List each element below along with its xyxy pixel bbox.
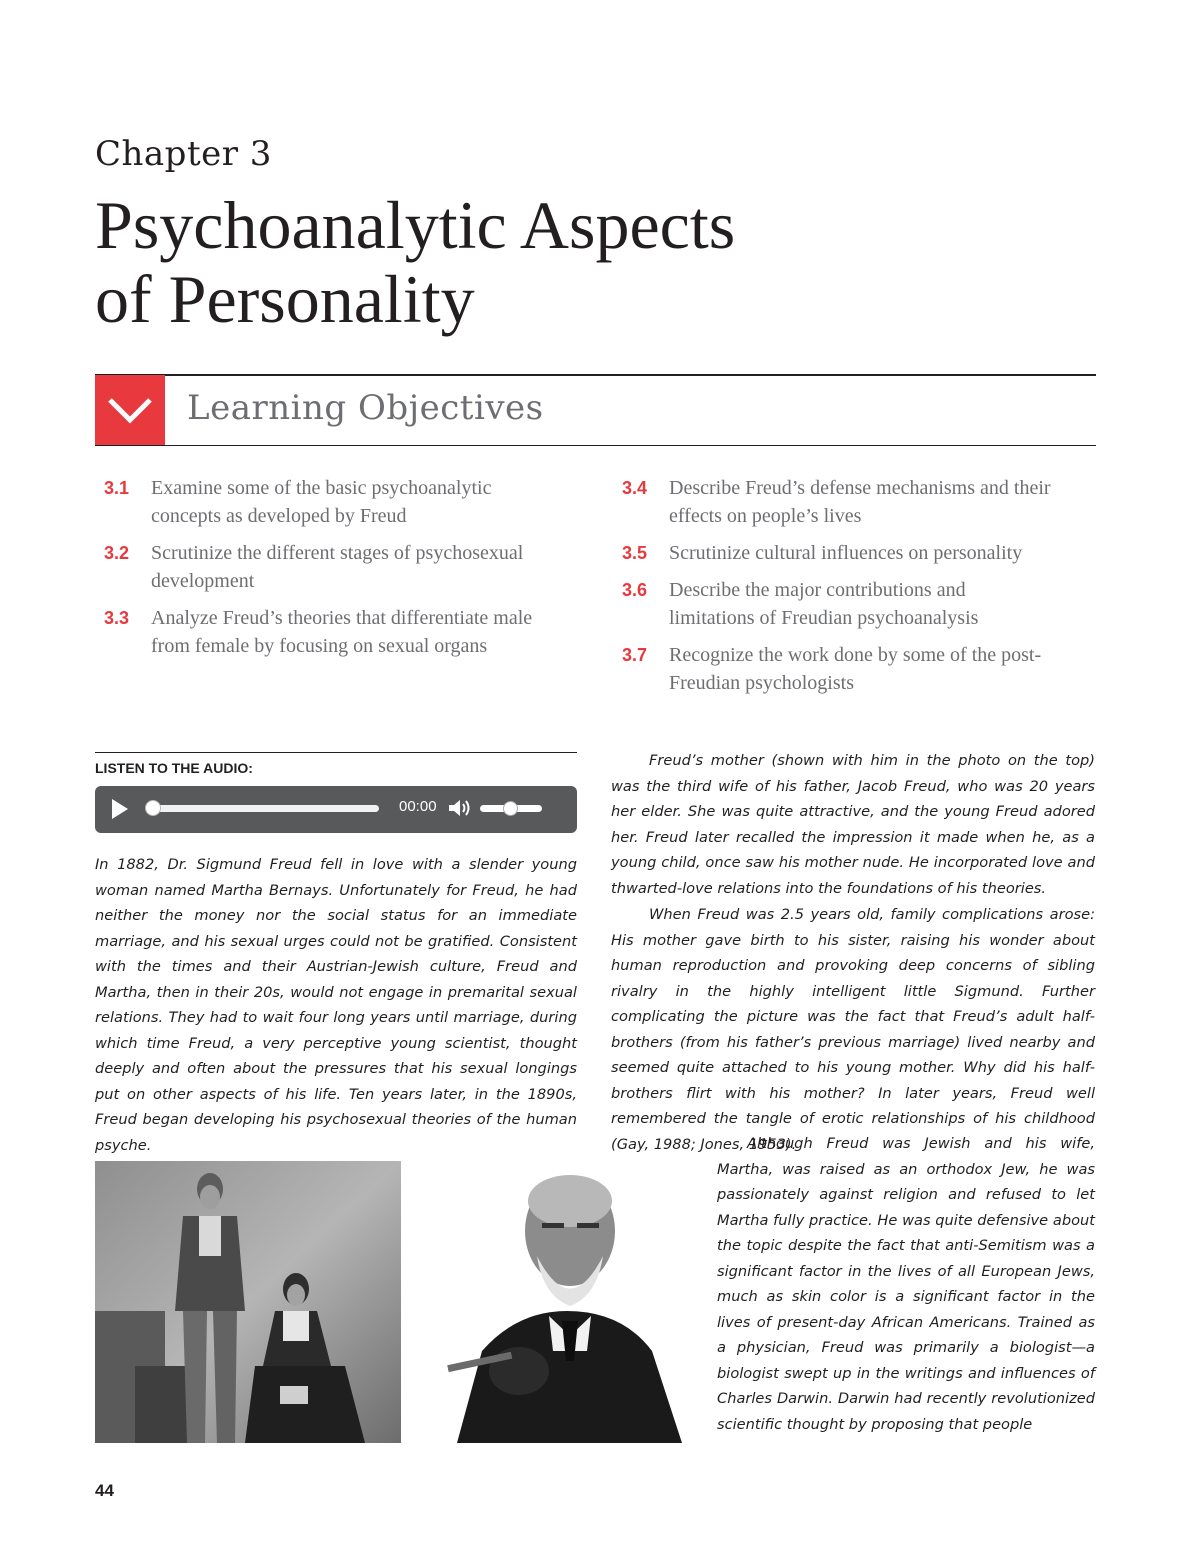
- objective-item: [613, 576, 1053, 632]
- objectives-left-column: [95, 474, 535, 669]
- objectives-heading: Learning Objectives: [187, 388, 544, 428]
- objective-number: 3.7: [622, 645, 648, 665]
- body-paragraph-left: In 1882, Dr. Sigmund Freud fell in love with a slender young woman named Martha Bernays. Unfortunately for Freud, he had neither the money nor the social status for an immediate marriage, and his sexual urges could not be gratified. Consistent with the times and their Austrian-Jewish culture, Freud and Martha, then in their 20s, would not engage in premarital sexual relations. They had to wait four long years until marriage, during which time Freud, a very perceptive young scientist, thought deeply and often about the pressures that his sexual longings put on other aspects of his life. Ten years later, in the 1890s, Freud began developing his psychosexual theories of the human psyche.: [95, 856, 577, 1154]
- objective-text: Examine some of the basic psychoanalytic concepts as developed by Freud: [151, 477, 492, 527]
- body-paragraph-right-2: When Freud was 2.5 years old, family complications arose: His mother gave birth to his sister, raising his wonder about human reproduction and provoking deep concerns of sibling rivalry in the highly intelligent little Sigmund. Further complicating the picture was the fact that Freud’s adult half-brothers (from his father’s previous marriage) lived nearby and seemed quite attached to his young mother. Why did his half-brothers flirt with his mother? In later years, Freud well remembered the tangle of erotic relationships of his childhood (Gay, 1988; Jones, 1953).: [611, 906, 1095, 1153]
- body-paragraph-right-1: Freud’s mother (shown with him in the photo on the top) was the third wife of his father, Jacob Freud, who was 20 years her elder. She was quite attractive, and the young Freud adored her. Freud later recalled the impression it made when he, as a young child, once saw his mother nude. He incorporated love and thwarted-love relations into the foundations of his theories.: [611, 752, 1095, 897]
- objective-number: 3.3: [104, 608, 130, 628]
- audio-progress-handle[interactable]: [146, 801, 160, 815]
- chevron-down-icon: [95, 375, 165, 445]
- volume-handle[interactable]: [504, 802, 517, 815]
- audio-rule: [95, 752, 577, 753]
- objective-number: 3.1: [104, 478, 130, 498]
- audio-time: 00:00: [399, 798, 437, 815]
- objectives-top-rule: [95, 374, 1096, 376]
- objective-text: Describe the major contributions and limitations of Freudian psychoanalysis: [669, 579, 979, 629]
- objective-text: Analyze Freud’s theories that differentiate male from female by focusing on sexual organs: [151, 607, 533, 657]
- chapter-title-line-1: Psychoanalytic Aspects: [95, 187, 736, 263]
- objectives-right-column: [613, 474, 1053, 706]
- body-paragraph-right-3: Although Freud was Jewish and his wife, Martha, was raised as an orthodox Jew, he was passionately against religion and refused to let Martha fully practice. He was quite defensive about the topic despite the fact that anti-Semitism was a significant factor in the lives of all European Jews, much as skin color is a significant factor in the lives of present-day African Americans. Trained as a physician, Freud was primarily a biologist—a biologist swept up in the writings and influences of Charles Darwin. Darwin had recently revolutionized scientific thought by proposing that people: [717, 1135, 1095, 1433]
- objective-number: 3.4: [622, 478, 648, 498]
- objective-item: [95, 474, 535, 530]
- volume-icon[interactable]: [447, 797, 473, 819]
- play-icon[interactable]: [112, 799, 128, 819]
- objective-text: Scrutinize the different stages of psychosexual development: [151, 542, 524, 592]
- photo-freud-and-mother: [95, 1161, 401, 1443]
- chapter-title-line-2: of Personality: [95, 261, 475, 337]
- objectives-bottom-rule: [95, 445, 1096, 446]
- audio-progress-bar[interactable]: [148, 805, 379, 812]
- objective-text: Scrutinize cultural influences on personality: [669, 542, 1023, 564]
- objectives-badge: [95, 375, 165, 445]
- objective-item: [613, 641, 1053, 697]
- objective-number: 3.6: [622, 580, 648, 600]
- photo-freud-portrait: [437, 1161, 695, 1443]
- objective-item: [95, 539, 535, 595]
- objective-item: [613, 539, 1053, 567]
- objective-item: [95, 604, 535, 660]
- chapter-title: [95, 188, 995, 336]
- objective-number: 3.5: [622, 543, 648, 563]
- audio-label: LISTEN TO THE AUDIO:: [95, 760, 253, 776]
- page-number: 44: [95, 1481, 114, 1500]
- objective-text: Recognize the work done by some of the post-Freudian psychologists: [669, 644, 1042, 694]
- objective-text: Describe Freud’s defense mechanisms and their effects on people’s lives: [669, 477, 1051, 527]
- objective-number: 3.2: [104, 543, 130, 563]
- objective-item: [613, 474, 1053, 530]
- chapter-label: Chapter 3: [95, 134, 272, 174]
